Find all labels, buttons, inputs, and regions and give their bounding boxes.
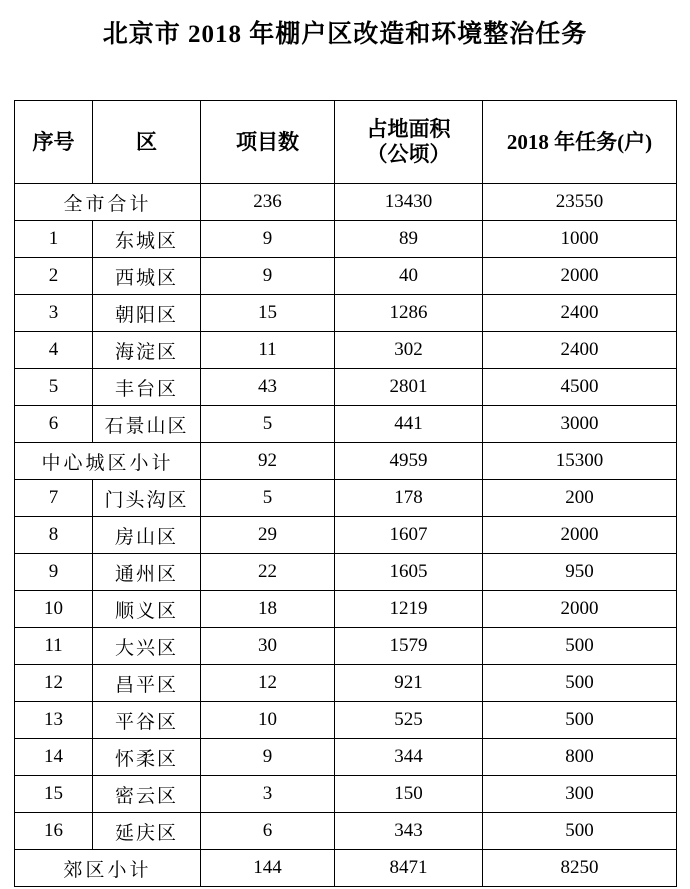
row-index: 13 <box>15 702 93 739</box>
row-task: 200 <box>483 480 677 517</box>
renovation-task-table <box>14 100 677 887</box>
row-task: 2400 <box>483 332 677 369</box>
table-row <box>15 628 677 665</box>
row-project-count: 15 <box>201 295 335 332</box>
row-index: 15 <box>15 776 93 813</box>
row-project-count: 9 <box>201 258 335 295</box>
row-summary-label: 全市合计 <box>15 184 201 221</box>
row-task: 15300 <box>483 443 677 480</box>
row-district: 通州区 <box>93 554 201 591</box>
row-district: 海淀区 <box>93 332 201 369</box>
row-task: 950 <box>483 554 677 591</box>
row-summary-label: 中心城区小计 <box>15 443 201 480</box>
row-task: 500 <box>483 628 677 665</box>
row-area: 441 <box>335 406 483 443</box>
table-row <box>15 850 677 887</box>
row-project-count: 236 <box>201 184 335 221</box>
row-area: 150 <box>335 776 483 813</box>
row-area: 40 <box>335 258 483 295</box>
table-row <box>15 665 677 702</box>
column-header-area <box>335 101 483 184</box>
table-row <box>15 813 677 850</box>
row-project-count: 6 <box>201 813 335 850</box>
row-index: 9 <box>15 554 93 591</box>
row-district: 西城区 <box>93 258 201 295</box>
row-area: 1607 <box>335 517 483 554</box>
row-task: 4500 <box>483 369 677 406</box>
column-header-area-line1: 占地面积 <box>366 116 451 141</box>
table-row <box>15 591 677 628</box>
row-district: 丰台区 <box>93 369 201 406</box>
row-project-count: 9 <box>201 221 335 258</box>
row-task: 2000 <box>483 591 677 628</box>
table-container <box>14 100 676 887</box>
table-row <box>15 406 677 443</box>
column-header-projects: 项目数 <box>201 101 335 184</box>
table-row <box>15 184 677 221</box>
table-row <box>15 221 677 258</box>
table-row <box>15 739 677 776</box>
row-task: 2000 <box>483 517 677 554</box>
row-project-count: 144 <box>201 850 335 887</box>
row-project-count: 12 <box>201 665 335 702</box>
row-project-count: 43 <box>201 369 335 406</box>
row-index: 4 <box>15 332 93 369</box>
row-task: 300 <box>483 776 677 813</box>
row-task: 500 <box>483 813 677 850</box>
table-row <box>15 702 677 739</box>
row-district: 石景山区 <box>93 406 201 443</box>
row-area: 2801 <box>335 369 483 406</box>
row-district: 顺义区 <box>93 591 201 628</box>
row-project-count: 11 <box>201 332 335 369</box>
row-index: 1 <box>15 221 93 258</box>
row-district: 大兴区 <box>93 628 201 665</box>
row-district: 东城区 <box>93 221 201 258</box>
row-area: 921 <box>335 665 483 702</box>
row-district: 延庆区 <box>93 813 201 850</box>
column-header-no: 序号 <box>15 101 93 184</box>
row-task: 500 <box>483 665 677 702</box>
row-district: 密云区 <box>93 776 201 813</box>
column-header-district: 区 <box>93 101 201 184</box>
row-project-count: 92 <box>201 443 335 480</box>
row-area: 302 <box>335 332 483 369</box>
row-area: 89 <box>335 221 483 258</box>
row-district: 门头沟区 <box>93 480 201 517</box>
row-area: 13430 <box>335 184 483 221</box>
table-row <box>15 554 677 591</box>
row-index: 10 <box>15 591 93 628</box>
row-project-count: 22 <box>201 554 335 591</box>
row-district: 平谷区 <box>93 702 201 739</box>
row-district: 怀柔区 <box>93 739 201 776</box>
row-area: 344 <box>335 739 483 776</box>
row-area: 525 <box>335 702 483 739</box>
row-index: 8 <box>15 517 93 554</box>
table-header <box>15 101 677 184</box>
row-area: 1579 <box>335 628 483 665</box>
column-header-task: 2018 年任务(户) <box>483 101 677 184</box>
row-project-count: 3 <box>201 776 335 813</box>
row-area: 8471 <box>335 850 483 887</box>
row-task: 2400 <box>483 295 677 332</box>
table-row <box>15 258 677 295</box>
table-row <box>15 776 677 813</box>
row-task: 3000 <box>483 406 677 443</box>
row-district: 房山区 <box>93 517 201 554</box>
table-header-row <box>15 101 677 184</box>
table-row <box>15 517 677 554</box>
row-district: 朝阳区 <box>93 295 201 332</box>
row-area: 1605 <box>335 554 483 591</box>
table-row <box>15 369 677 406</box>
page-title: 北京市 2018 年棚户区改造和环境整治任务 <box>102 21 588 48</box>
row-index: 2 <box>15 258 93 295</box>
row-index: 14 <box>15 739 93 776</box>
row-project-count: 9 <box>201 739 335 776</box>
row-district: 昌平区 <box>93 665 201 702</box>
table-row <box>15 295 677 332</box>
row-index: 16 <box>15 813 93 850</box>
row-index: 5 <box>15 369 93 406</box>
row-index: 6 <box>15 406 93 443</box>
row-task: 1000 <box>483 221 677 258</box>
table-row <box>15 332 677 369</box>
row-task: 2000 <box>483 258 677 295</box>
row-project-count: 18 <box>201 591 335 628</box>
row-summary-label: 郊区小计 <box>15 850 201 887</box>
row-index: 11 <box>15 628 93 665</box>
row-index: 7 <box>15 480 93 517</box>
row-area: 343 <box>335 813 483 850</box>
row-project-count: 29 <box>201 517 335 554</box>
row-area: 1286 <box>335 295 483 332</box>
row-task: 8250 <box>483 850 677 887</box>
row-index: 12 <box>15 665 93 702</box>
row-task: 23550 <box>483 184 677 221</box>
table-row <box>15 480 677 517</box>
row-area: 1219 <box>335 591 483 628</box>
row-project-count: 5 <box>201 480 335 517</box>
row-task: 800 <box>483 739 677 776</box>
row-index: 3 <box>15 295 93 332</box>
table-row <box>15 443 677 480</box>
row-project-count: 30 <box>201 628 335 665</box>
column-header-area-line2: （公顷） <box>366 142 451 166</box>
row-task: 500 <box>483 702 677 739</box>
table-body <box>15 184 677 887</box>
row-project-count: 10 <box>201 702 335 739</box>
row-area: 178 <box>335 480 483 517</box>
row-area: 4959 <box>335 443 483 480</box>
row-project-count: 5 <box>201 406 335 443</box>
